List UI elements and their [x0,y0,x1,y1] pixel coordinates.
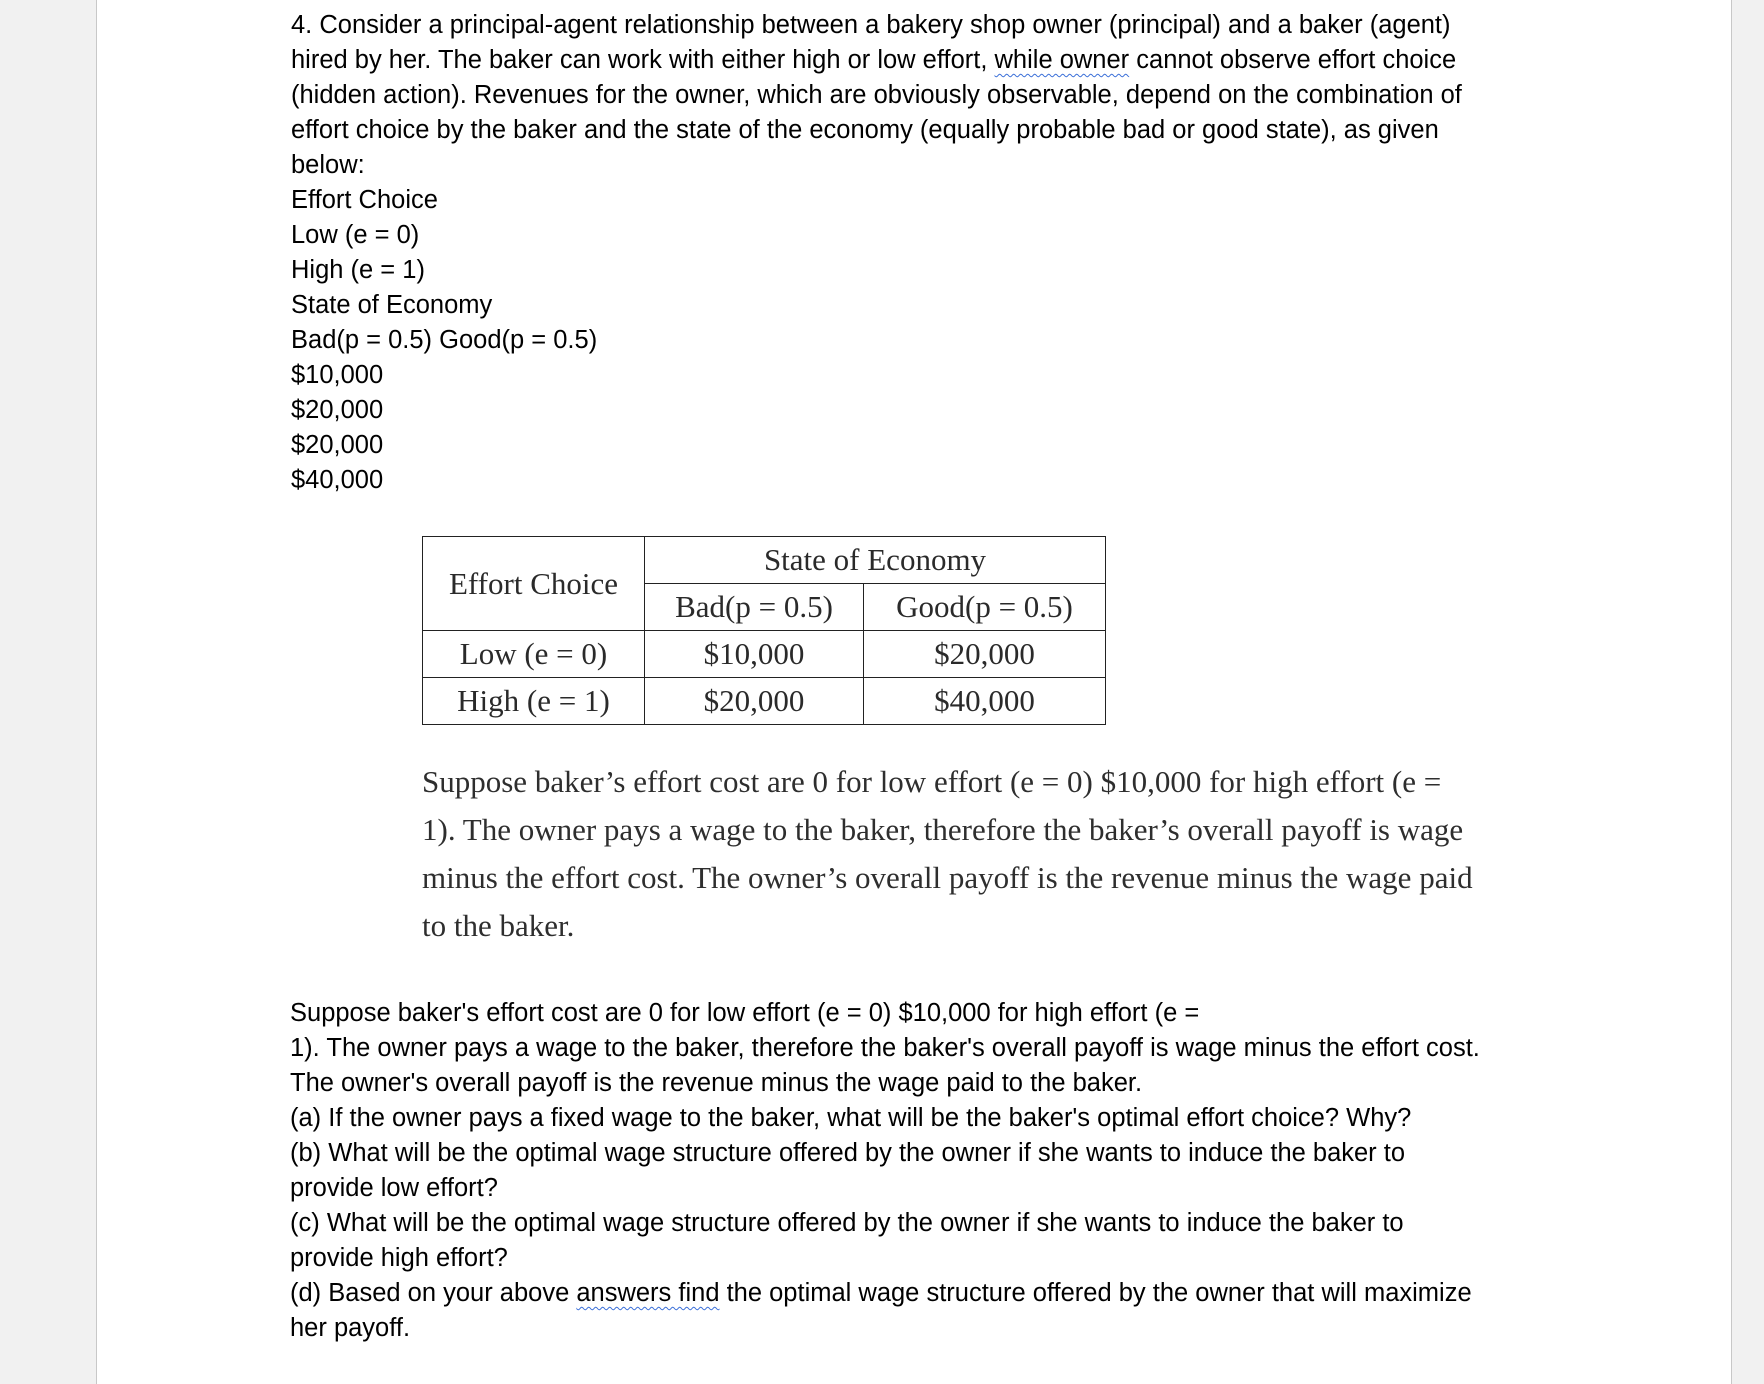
table-row-header: Effort Choice [423,537,645,631]
cell-good: $20,000 [864,631,1106,678]
question-parts [290,996,1670,1346]
question-c-line-2: provide high effort? [290,1244,508,1272]
table-col-good: Good(p = 0.5) [864,584,1106,631]
intro-line-2-end: cannot observe effort choice [1129,46,1457,74]
latex-line: 1). The owner pays a wage to the baker, therefore the baker’s overall payoff is wage [422,812,1464,847]
latex-line: Suppose baker’s effort cost are 0 for low effort (e = 0) $10,000 for high effort (e = [422,764,1442,799]
plain-list-item: High (e = 1) [291,256,425,284]
table-col-bad: Bad(p = 0.5) [645,584,864,631]
question-d-line-2: her payoff. [290,1314,411,1342]
cost-line-3: The owner's overall payoff is the revenue minus the wage paid to the baker. [290,1069,1143,1097]
question-d-end: the optimal wage structure offered by the owner that will maximize [719,1279,1472,1307]
plain-list-item: State of Economy [291,291,493,319]
revenue-table-image [422,536,1106,725]
latex-line: minus the effort cost. The owner’s overall payoff is the revenue minus the wage paid [422,860,1473,895]
question-intro [291,8,1651,498]
intro-line-1: 4. Consider a principal-agent relationship between a bakery shop owner (principal) and a baker (agent) [291,11,1451,39]
plain-list-item: $20,000 [291,431,384,459]
intro-line-3: (hidden action). Revenues for the owner, which are obviously observable, depend on the combination of [291,81,1462,109]
cell-bad: $10,000 [645,631,864,678]
plain-list-item: Effort Choice [291,186,438,214]
question-d-start: (d) Based on your above [290,1279,577,1307]
cell-bad: $20,000 [645,678,864,725]
latex-line: to the baker. [422,908,575,943]
cell-good: $40,000 [864,678,1106,725]
cost-line-1: Suppose baker's effort cost are 0 for low effort (e = 0) $10,000 for high effort (e = [290,999,1200,1027]
intro-line-4: effort choice by the baker and the state of the economy (equally probable bad or good state), as given [291,116,1439,144]
intro-line-2-start: hired by her. The baker can work with either high or low effort, [291,46,995,74]
revenue-table [422,536,1106,725]
plain-list-item: $20,000 [291,396,384,424]
plain-list-item: $10,000 [291,361,384,389]
latex-paragraph-image [422,758,1587,950]
plain-list-item: Low (e = 0) [291,221,420,249]
spellcheck-flagged-text[interactable]: answers find [576,1279,720,1307]
plain-list-item: $40,000 [291,466,384,494]
question-d-line-1 [290,1276,1670,1311]
row-label: Low (e = 0) [423,631,645,678]
plain-list-item: Bad(p = 0.5) Good(p = 0.5) [291,326,598,354]
table-row [423,678,1106,725]
spellcheck-flagged-text[interactable]: while owner [994,46,1130,74]
intro-line-2 [291,43,1651,78]
question-c-line-1: (c) What will be the optimal wage structure offered by the owner if she wants to induce the baker to [290,1209,1404,1237]
row-label: High (e = 1) [423,678,645,725]
table-row [423,631,1106,678]
intro-line-5: below: [291,151,365,179]
table-col-group-header: State of Economy [645,537,1106,584]
cost-line-2: 1). The owner pays a wage to the baker, therefore the baker's overall payoff is wage minus the effort cost. [290,1034,1480,1062]
question-b-line-1: (b) What will be the optimal wage structure offered by the owner if she wants to induce the baker to [290,1139,1406,1167]
question-b-line-2: provide low effort? [290,1174,498,1202]
question-a: (a) If the owner pays a fixed wage to the baker, what will be the baker's optimal effort choice? Why? [290,1104,1412,1132]
